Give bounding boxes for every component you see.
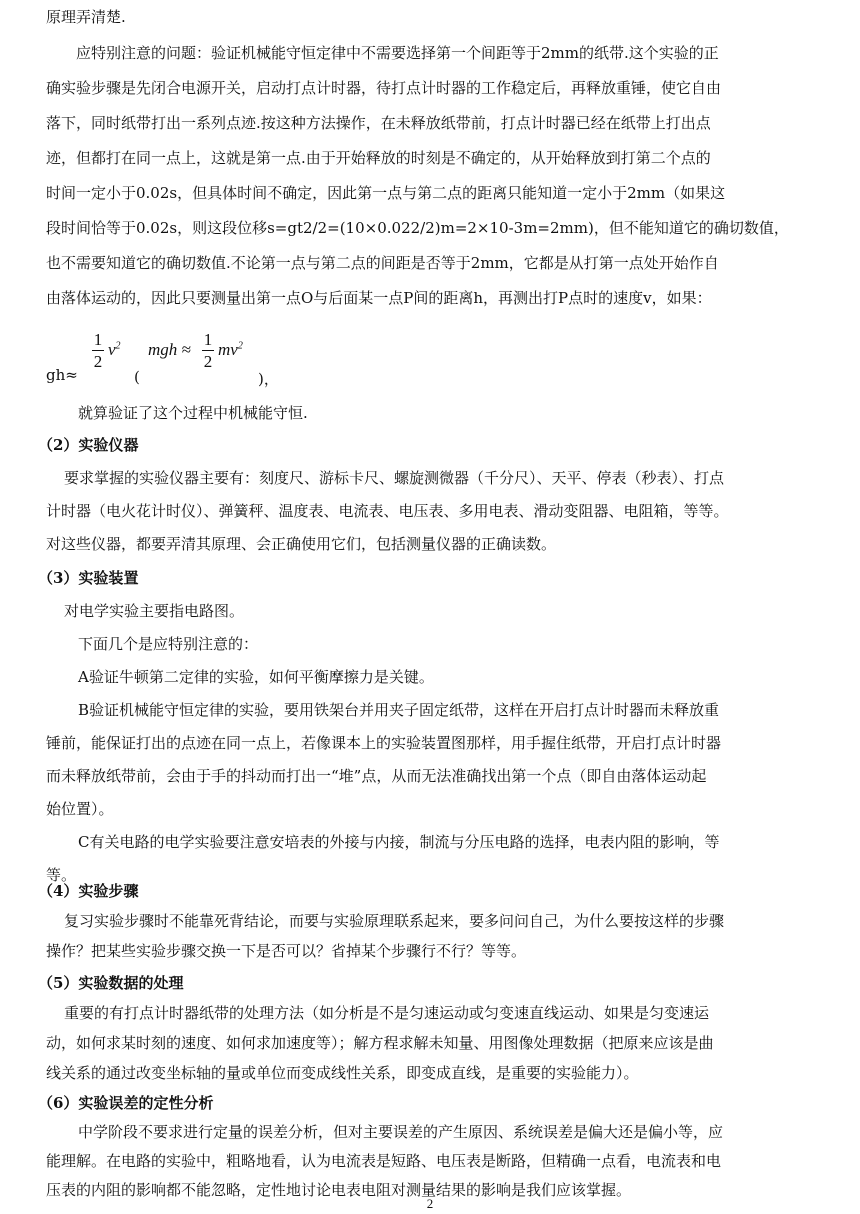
fraction-denominator: 2	[93, 352, 103, 371]
text-line: 对这些仪器，都要弄清其原理、会正确使用它们，包括测量仪器的正确读数。	[46, 535, 557, 553]
text-line: A验证牛顿第二定律的实验，如何平衡摩擦力是关键。	[78, 668, 434, 686]
section-heading: （4）实验步骤	[38, 882, 139, 900]
energy-formula	[46, 330, 446, 388]
mgh-term: mgh ≈	[148, 340, 191, 359]
fraction-numerator: 1	[93, 330, 103, 349]
close-paren: )，	[258, 370, 279, 388]
text-line: 由落体运动的，因此只要测量出第一点O与后面某一点P间的距离h，再测出打P点时的速度v，如果：	[46, 289, 712, 307]
velocity-term: $v^2$	[108, 340, 121, 359]
text-line: 始位置）。	[46, 800, 114, 818]
fraction-numerator: 1	[203, 330, 213, 349]
text-line: 重要的有打点计时器纸带的处理方法（如分析是不是匀速运动或匀变速直线运动、如果是匀变速运	[64, 1004, 710, 1022]
open-paren: (	[134, 368, 140, 386]
text-line: 迹，但都打在同一点上，这就是第一点.由于开始释放的时刻是不确定的，从开始释放到打第二个点的	[46, 149, 711, 167]
section-heading: （5）实验数据的处理	[38, 974, 184, 992]
page-number: 2	[426, 1196, 434, 1211]
text-line: 就算验证了这个过程中机械能守恒.	[78, 404, 308, 422]
mv-term: $mv^2$	[218, 340, 243, 359]
text-line: 等。	[46, 866, 77, 884]
text-line: 锤前，能保证打出的点迹在同一点上，若像课本上的实验装置图那样，用手握住纸带，开启打点计时器	[46, 734, 722, 752]
text-line: B验证机械能守恒定律的实验，要用铁架台并用夹子固定纸带，这样在开启打点计时器而未释放重	[78, 701, 720, 719]
text-line: 压表的内阻的影响都不能忽略，定性地讨论电表电阻对测量结果的影响是我们应该掌握。	[46, 1181, 632, 1199]
text-line: 中学阶段不要求进行定量的误差分析，但对主要误差的产生原因、系统误差是偏大还是偏小等，应	[78, 1123, 724, 1141]
section-heading: （2）实验仪器	[38, 436, 139, 454]
text-line: 原理弄清楚.	[46, 8, 126, 26]
text-line: 落下，同时纸带打出一系列点迹.按这种方法操作，在未释放纸带前，打点计时器已经在纸带上打出点	[46, 114, 711, 132]
text-line: 计时器（电火花计时仪）、弹簧秤、温度表、电流表、电压表、多用电表、滑动变阻器、电阻箱，等等。	[46, 502, 729, 520]
fraction-half-2	[202, 330, 214, 371]
fraction-denominator: 2	[203, 352, 213, 371]
section-heading: （3）实验装置	[38, 569, 139, 587]
text-line: 线关系的通过改变坐标轴的量或单位而变成线性关系，即变成直线，是重要的实验能力）。	[46, 1064, 639, 1082]
text-line: 复习实验步骤时不能靠死背结论，而要与实验原理联系起来，要多问问自己，为什么要按这样的步骤	[64, 912, 725, 930]
text-line: 动，如何求某时刻的速度、如何求加速度等）；解方程求解未知量、用图像处理数据（把原来应该是曲	[46, 1034, 714, 1052]
text-line: 段时间恰等于0.02s，则这段位移s=gt2/2=(10×0.022/2)m=2×10-3m=2mm)，但不能知道它的确切数值，	[46, 219, 789, 237]
text-line: 对电学实验主要指电路图。	[64, 602, 245, 620]
text-line: 操作？把某些实验步骤交换一下是否可以？省掉某个步骤行不行？等等。	[46, 942, 527, 960]
text-line: 而未释放纸带前，会由于手的抖动而打出一“堆”点，从而无法准确找出第一个点（即自由落体运动起	[46, 767, 707, 785]
text-line: 时间一定小于0.02s，但具体时间不确定，因此第一点与第二点的距离只能知道一定小于2mm（如果这	[46, 184, 726, 202]
fraction-half	[92, 330, 104, 371]
text-line: C有关电路的电学实验要注意安培表的外接与内接，制流与分压电路的选择，电表内阻的影响，等	[78, 833, 720, 851]
section-heading: （6）实验误差的定性分析	[38, 1094, 214, 1112]
text-line: 也不需要知道它的确切数值.不论第一点与第二点的间距是否等于2mm，它都是从打第一点处开始作自	[46, 254, 719, 272]
text-line: 应特别注意的问题：验证机械能守恒定律中不需要选择第一个间距等于2mm的纸带.这个实验的正	[76, 44, 719, 62]
text-line: 要求掌握的实验仪器主要有：刻度尺、游标卡尺、螺旋测微器（千分尺）、天平、停表（秒表）、打点	[64, 469, 725, 487]
text-line: 确实验步骤是先闭合电源开关，启动打点计时器，待打点计时器的工作稳定后，再释放重锤，使它自由	[46, 79, 722, 97]
text-line: 能理解。在电路的实验中，粗略地看，认为电流表是短路、电压表是断路，但精确一点看，电流表和电	[46, 1152, 722, 1170]
formula-prefix: gh≈	[46, 366, 78, 384]
text-line: 下面几个是应特别注意的：	[78, 635, 259, 653]
